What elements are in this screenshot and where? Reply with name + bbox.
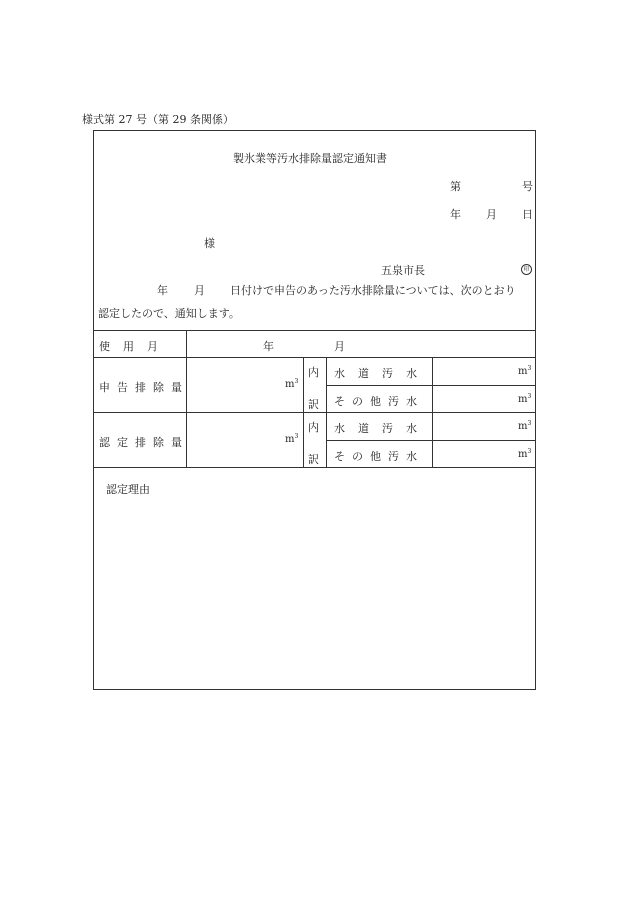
body-text-line1: 日付けで申告のあった汚水排除量については、次のとおり bbox=[230, 284, 516, 297]
doc-number-prefix: 第 bbox=[450, 180, 461, 193]
table-line bbox=[326, 385, 536, 386]
declared-other-label: その他汚水 bbox=[334, 395, 424, 408]
table-column-line bbox=[303, 357, 304, 467]
body-year: 年 bbox=[157, 284, 168, 297]
seal-mark: 印 bbox=[521, 264, 532, 275]
declared-unit: $m^3$ bbox=[285, 378, 299, 390]
table-column-line bbox=[326, 357, 327, 467]
table-line bbox=[326, 440, 536, 441]
declared-water-supply-unit: $m^3$ bbox=[518, 365, 532, 377]
certified-other-unit: $m^3$ bbox=[518, 448, 532, 460]
declared-breakdown-bottom: 訳 bbox=[308, 398, 319, 411]
usage-month-label: 使用月 bbox=[99, 340, 171, 353]
body-month: 月 bbox=[194, 284, 205, 297]
reason-label: 認定理由 bbox=[106, 483, 150, 496]
certified-label: 認定排除量 bbox=[99, 436, 189, 449]
doc-number-suffix: 号 bbox=[522, 180, 533, 193]
issuer-name: 五泉市長 bbox=[381, 264, 425, 277]
form-label: 様式第 27 号（第 29 条関係） bbox=[82, 113, 234, 126]
declared-breakdown-top: 内 bbox=[308, 366, 319, 379]
document-title: 製氷業等汚水排除量認定通知書 bbox=[233, 152, 387, 165]
date-day: 日 bbox=[522, 208, 533, 221]
date-year: 年 bbox=[450, 208, 461, 221]
table-column-line bbox=[432, 357, 433, 467]
table-line bbox=[93, 357, 536, 358]
certified-water-supply-unit: $m^3$ bbox=[518, 420, 532, 432]
date-month: 月 bbox=[486, 208, 497, 221]
declared-other-unit: $m^3$ bbox=[518, 393, 532, 405]
table-bottom-line bbox=[93, 467, 536, 468]
certified-other-label: その他汚水 bbox=[334, 450, 424, 463]
certified-water-supply-label: 水道汚水 bbox=[334, 422, 430, 435]
table-top-line bbox=[93, 330, 536, 331]
table-line bbox=[93, 412, 536, 413]
declared-label: 申告排除量 bbox=[99, 381, 189, 394]
body-text-line2: 認定したので、通知します。 bbox=[98, 307, 240, 320]
certified-unit: $m^3$ bbox=[285, 433, 299, 445]
addressee-suffix: 様 bbox=[204, 237, 215, 250]
declared-water-supply-label: 水道汚水 bbox=[334, 367, 430, 380]
certified-breakdown-top: 内 bbox=[308, 421, 319, 434]
usage-year: 年 bbox=[263, 340, 274, 353]
certified-breakdown-bottom: 訳 bbox=[308, 453, 319, 466]
usage-month: 月 bbox=[334, 340, 345, 353]
